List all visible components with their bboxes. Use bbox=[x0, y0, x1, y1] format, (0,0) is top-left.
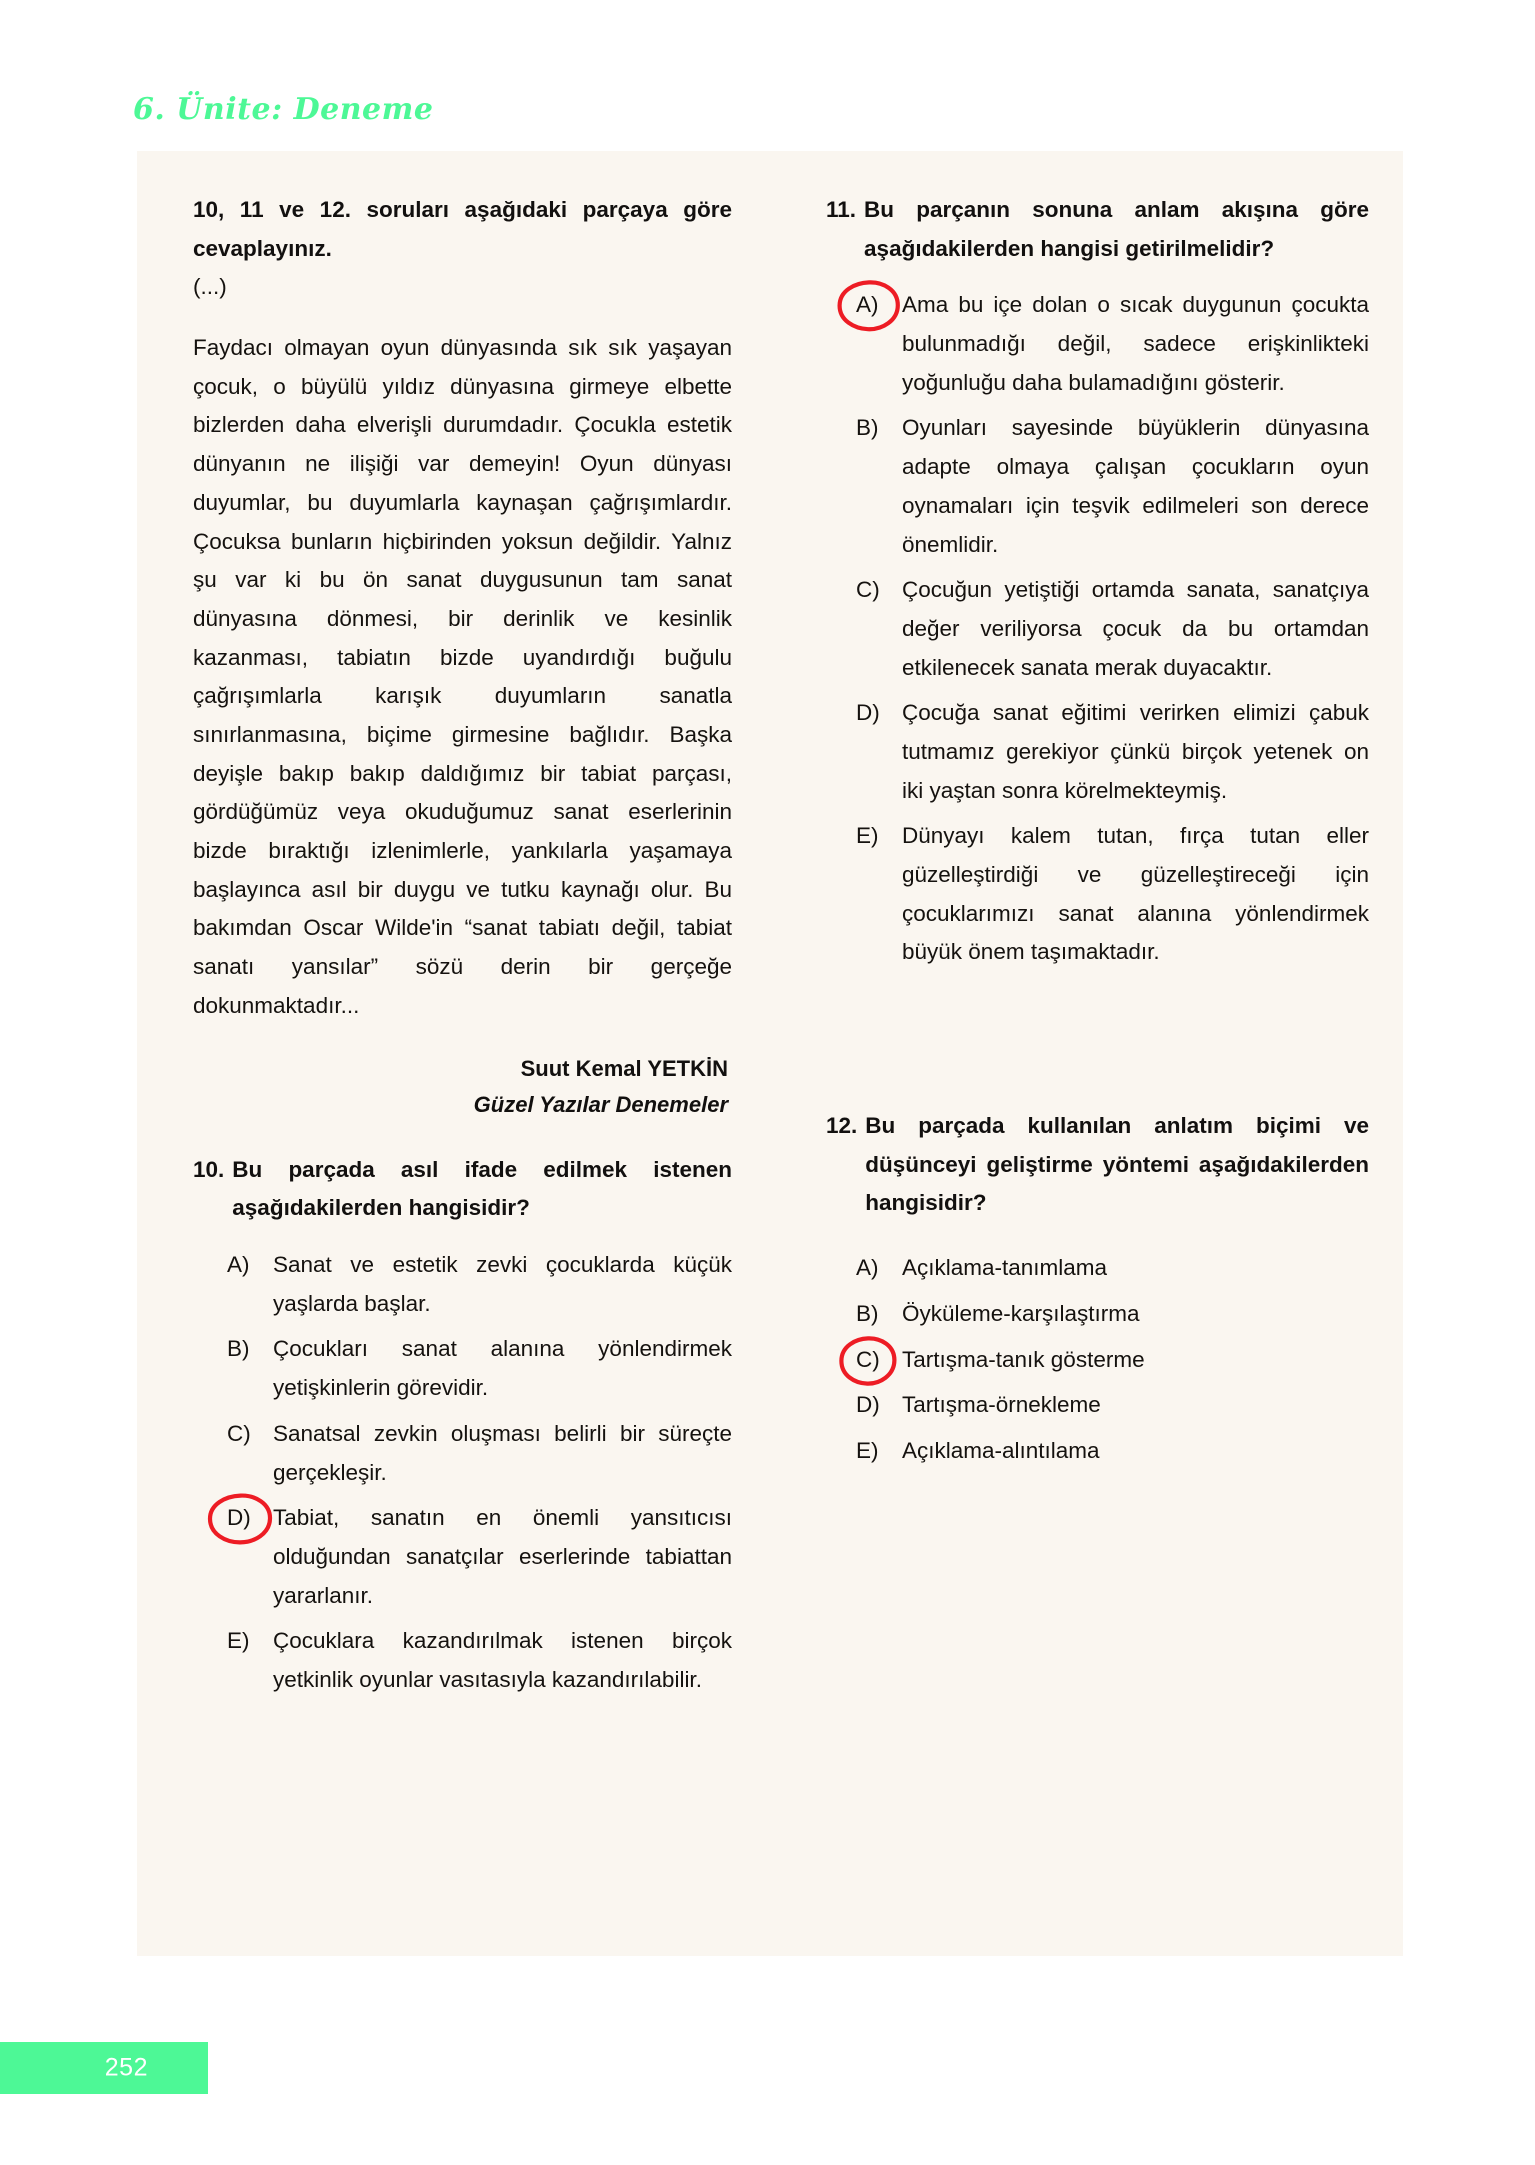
question-10-options bbox=[193, 1246, 732, 1700]
option-text: Çocukları sanat alanına yönlendirmek yetişkinlerin görevidir. bbox=[273, 1336, 732, 1401]
passage-source-title: Güzel Yazılar Denemeler bbox=[473, 1092, 728, 1118]
passage-ellipsis: (...) bbox=[193, 274, 227, 300]
left-column bbox=[137, 151, 770, 1956]
option-letter: A) bbox=[856, 292, 879, 318]
option-row-selected[interactable] bbox=[227, 1499, 732, 1615]
option-row[interactable] bbox=[227, 1246, 732, 1323]
option-row[interactable] bbox=[856, 694, 1369, 810]
option-row[interactable] bbox=[227, 1330, 732, 1407]
option-text: Dünyayı kalem tutan, fırça tutan eller güzelleştirdiği ve güzelleştireceği için çocuklarımızı sanat alanına yönlendirmek büyük önem taşımaktadır. bbox=[902, 823, 1369, 965]
question-12-text: Bu parçada kullanılan anlatım biçimi ve düşünceyi geliştirme yöntemi aşağıdakilerden hangisidir? bbox=[865, 1113, 1369, 1216]
passage-instruction bbox=[193, 191, 732, 268]
option-letter: D) bbox=[227, 1505, 251, 1531]
question-12-options bbox=[826, 1249, 1369, 1470]
page-number: 252 bbox=[104, 2053, 148, 2082]
option-text: Sanat ve estetik zevki çocuklarda küçük yaşlarda başlar. bbox=[273, 1252, 732, 1316]
question-11-number: 11. bbox=[826, 197, 857, 222]
option-row[interactable] bbox=[856, 571, 1369, 687]
option-letter: B) bbox=[856, 1300, 879, 1326]
option-text: Tartışma-tanık gösterme bbox=[902, 1346, 1145, 1372]
option-text: Tartışma-örnekleme bbox=[902, 1392, 1101, 1418]
option-text: Açıklama-alıntılama bbox=[902, 1437, 1100, 1463]
option-row-selected[interactable] bbox=[856, 286, 1369, 402]
passage-attribution bbox=[193, 1051, 732, 1122]
option-letter: C) bbox=[227, 1420, 251, 1446]
right-column bbox=[770, 151, 1403, 1956]
question-11-text: Bu parçanın sonuna anlam akışına göre aşağıdakilerden hangisi getirilmelidir? bbox=[864, 197, 1369, 261]
question-10-heading bbox=[193, 1151, 732, 1228]
option-row[interactable] bbox=[856, 1432, 1369, 1471]
passage-block bbox=[193, 268, 732, 1025]
two-column-layout bbox=[137, 151, 1403, 1956]
passage-instruction-text: 10, 11 ve 12. soruları aşağıdaki parçaya göre cevaplayınız. bbox=[193, 197, 732, 261]
option-letter: E) bbox=[856, 823, 879, 849]
option-row[interactable] bbox=[227, 1415, 732, 1492]
option-row-selected[interactable] bbox=[856, 1341, 1369, 1380]
question-12-heading bbox=[826, 1107, 1369, 1223]
passage-body: Faydacı olmayan oyun dünyasında sık sık yaşayan çocuk, o büyülü yıldız dünyasına girmeye elbette bizlerden daha elverişli durumdadır. Çocukla estetik dünyanın ne ilişiği var demeyin! Oyun dünyası duyumlar, bu duyumlarla kaynaşan çağrışımlardır. Çocuksa bunların hiçbirinden yoksun değildir. Yalnız şu var ki bu ön sanat duygusunun tam sanat dünyasına dönmesi, bir derinlik ve kesinlik kazanması, tabiatın bizde uyandırdığı buğulu çağrışımlarla karışık duyumların sanatla sınırlanmasına, biçime girmesine bağlıdır. Başka deyişle bakıp bakıp daldığımız bir tabiat parçası, gördüğümüz veya okuduğumuz sanat eserlerinin bizde bıraktığı izlenimlerle, yankılarla yaşamaya başlayınca asıl bir duygu ve tutku kaynağı olur. Bu bakımdan Oscar Wilde'in “sanat tabiatı değil, tabiat sanatı yansılar” sözü derin bir gerçeğe dokunmaktadır... bbox=[193, 335, 732, 1018]
option-text: Ama bu içe dolan o sıcak duygunun çocukta bulunmadığı değil, sadece erişkinlikteki yoğunluğu daha bulamadığını gösterir. bbox=[902, 292, 1369, 395]
option-text: Tabiat, sanatın en önemli yansıtıcısı olduğundan sanatçılar eserlerinde tabiattan yararlanır. bbox=[273, 1505, 732, 1608]
option-letter: C) bbox=[856, 577, 880, 603]
question-10-number: 10. bbox=[193, 1156, 225, 1182]
option-text: Açıklama-tanımlama bbox=[902, 1255, 1108, 1281]
unit-header: 6. Ünite: Deneme bbox=[133, 92, 434, 127]
passage-author: Suut Kemal YETKİN bbox=[520, 1056, 728, 1082]
question-12-number: 12. bbox=[826, 1113, 858, 1139]
option-text: Çocuğun yetiştiği ortamda sanata, sanatçıya değer veriliyorsa çocuk da bu ortamdan etkilenecek sanata merak duyacaktır. bbox=[902, 577, 1369, 680]
option-letter: E) bbox=[856, 1437, 879, 1463]
option-letter: A) bbox=[227, 1252, 250, 1278]
option-row[interactable] bbox=[856, 817, 1369, 972]
option-letter: C) bbox=[856, 1346, 880, 1372]
option-letter: B) bbox=[227, 1336, 250, 1362]
option-letter: A) bbox=[856, 1255, 879, 1281]
option-row[interactable] bbox=[856, 1249, 1369, 1288]
question-11-options bbox=[826, 286, 1369, 972]
question-10-text: Bu parçada asıl ifade edilmek istenen aşağıdakilerden hangisidir? bbox=[232, 1156, 732, 1221]
option-letter: D) bbox=[856, 1392, 880, 1418]
option-text: Oyunları sayesinde büyüklerin dünyasına adapte olmaya çalışan çocukların oyun oynamaları için teşvik edilmeleri son derece önemlidir. bbox=[902, 415, 1369, 557]
option-text: Sanatsal zevkin oluşması belirli bir süreçte gerçekleşir. bbox=[273, 1420, 732, 1485]
option-letter: B) bbox=[856, 415, 879, 441]
question-11-heading bbox=[826, 191, 1369, 268]
option-letter: D) bbox=[856, 700, 880, 726]
option-row[interactable] bbox=[856, 1295, 1369, 1334]
option-row[interactable] bbox=[856, 409, 1369, 564]
option-text: Çocuğa sanat eğitimi verirken elimizi çabuk tutmamız gerekiyor çünkü birçok yetenek on iki yaştan sonra körelmekteymiş. bbox=[902, 700, 1369, 803]
option-text: Çocuklara kazandırılmak istenen birçok yetkinlik oyunlar vasıtasıyla kazandırılabilir. bbox=[273, 1628, 732, 1692]
page-number-band bbox=[0, 2042, 208, 2094]
option-text: Öyküleme-karşılaştırma bbox=[902, 1300, 1140, 1326]
option-letter: E) bbox=[227, 1628, 250, 1654]
column-spacer bbox=[826, 979, 1369, 1107]
option-row[interactable] bbox=[227, 1622, 732, 1699]
option-row[interactable] bbox=[856, 1386, 1369, 1425]
content-card bbox=[137, 151, 1403, 1956]
